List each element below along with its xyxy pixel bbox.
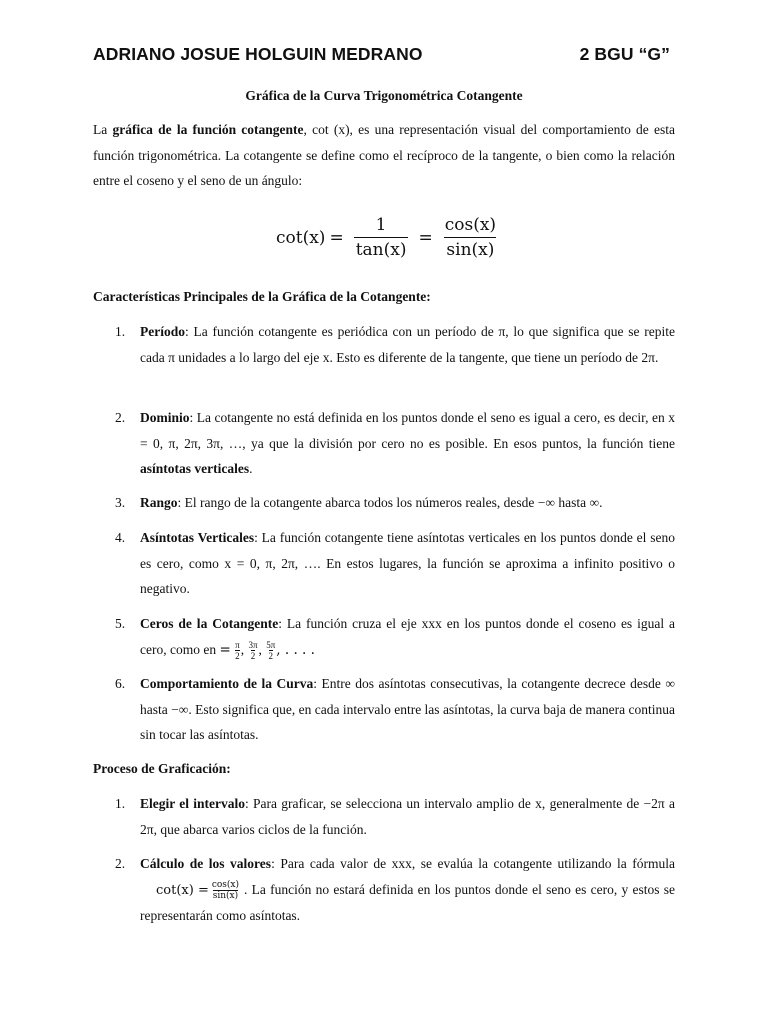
list-item: 5. Ceros de la Cotangente: La función cruza el eje xxx en los puntos donde el coseno es igual a cero, como en = $\frac{\pi}{2}$ , $\frac{3\pi}{2}$ , $\frac{5\pi}{2}$ , . . . . [115, 611, 675, 663]
mini-den: 2 [250, 650, 256, 661]
fraction-2-denominator: sin(x) [444, 237, 496, 260]
inline-fraction [212, 880, 239, 901]
item-text: : El rango de la cotangente abarca todos los números reales, desde −∞ hasta ∞. [177, 495, 603, 510]
course-label: 2 BGU “G” [579, 44, 670, 64]
item-text: : La función cotangente tiene asíntotas verticales en los puntos donde el seno es cero, como x = 0, π, 2π, …. En estos lugares, la función se aproxima a infinito positivo o negativo. [140, 530, 675, 596]
mini-num: 5π [266, 639, 276, 650]
item-number: 2. [115, 856, 126, 871]
item-text: : La función cruza el eje xxx en los puntos donde el coseno es igual a cero, como en [140, 616, 675, 657]
author-name: ADRIANO JOSUE HOLGUIN MEDRANO [93, 44, 423, 64]
zeros-ellipsis: , . . . . [276, 641, 315, 658]
inline-formula-lhs: cot(x) = [156, 882, 209, 898]
item-term: Cálculo de los valores [140, 856, 272, 871]
item-text: : La función cotangente es periódica con un período de π, lo que significa que se repite cada π unidades a lo largo del eje x. Esto es diferente de la tangente, que tiene un período de 2π. [140, 324, 675, 365]
list-item [115, 525, 675, 602]
formula-lhs: cot(x) [276, 227, 326, 248]
fraction-one-over-tan [354, 215, 409, 260]
intro-bold: gráfica de la función cotangente [112, 122, 304, 137]
intro-post: , cot (x), es una representación visual del comportamiento de esta función trigonométrica. La cotangente se define como el recíproco de la tangente, o bien como la relación entre el coseno y el seno de un ángulo: [93, 122, 675, 188]
document-header [93, 44, 670, 65]
item-text: : Entre dos asíntotas consecutivas, la cotangente decrece desde ∞ hasta −∞. Esto significa que, en cada intervalo entre las asíntotas, la curva baja de manera continua sin tocar las asíntotas. [140, 676, 675, 742]
item-number: 4. [115, 530, 126, 545]
item-term: Dominio [140, 410, 190, 425]
item-number: 5. [115, 616, 126, 631]
item-number: 2. [115, 410, 126, 425]
fraction-1-numerator: 1 [375, 215, 387, 235]
list-item [115, 671, 675, 748]
mini-num: π [235, 639, 240, 650]
item-number: 1. [115, 796, 126, 811]
item-number: 3. [115, 495, 126, 510]
item-term: Ceros de la Cotangente [140, 616, 279, 631]
zero-3pi-half [248, 640, 257, 661]
mini-den: sin(x) [212, 890, 239, 901]
intro-pre: La [93, 122, 113, 137]
item-bold-term: asíntotas verticales [140, 461, 250, 476]
item-number: 6. [115, 676, 126, 691]
characteristics-heading: Características Principales de la Gráfica de la Cotangente: [93, 289, 431, 304]
fraction-1-denominator: tan(x) [354, 237, 409, 260]
mini-den: 2 [235, 650, 240, 661]
list-item [115, 405, 675, 482]
cotangent-formula [276, 215, 504, 260]
formula-eq-1: = [329, 227, 344, 248]
item-term: Período [140, 324, 185, 339]
formula-eq-2: = [418, 227, 433, 248]
zero-5pi-half [266, 640, 275, 661]
item-term: Asíntotas Verticales [140, 530, 255, 545]
item-text: : Para graficar, se selecciona un intervalo amplio de x, generalmente de −2π a 2π, que abarca varios ciclos de la función. [140, 796, 675, 837]
zero-pi-half [235, 640, 240, 661]
item-term: Comportamiento de la Curva [140, 676, 314, 691]
item-tail: . La función no estará definida en los puntos donde el seno es cero, y estos se representarán como asíntotas. [140, 881, 675, 924]
item-term: Rango [140, 495, 178, 510]
list-item [115, 791, 675, 842]
fraction-cos-over-sin [443, 215, 498, 260]
item-text: : La cotangente no está definida en los puntos donde el seno es igual a cero, es decir, en x = 0, π, 2π, 3π, …, ya que la división por cero no es posible. En esos puntos, la función tiene [140, 410, 675, 451]
list-item [115, 490, 675, 516]
item-text: : Para cada valor de xxx, se evalúa la cotangente utilizando la fórmula [271, 856, 676, 871]
process-heading: Proceso de Graficación: [93, 761, 231, 776]
item-tail: . [249, 461, 253, 476]
document-title: Gráfica de la Curva Trigonométrica Cotangente [245, 88, 523, 103]
zeros-eq: = [219, 641, 231, 658]
list-item [115, 851, 675, 929]
mini-num: cos(x) [211, 879, 240, 890]
intro-paragraph [93, 117, 675, 194]
list-item [115, 319, 675, 370]
fraction-2-numerator: cos(x) [444, 215, 497, 235]
item-number: 1. [115, 324, 126, 339]
mini-den: 2 [268, 650, 274, 661]
inline-cot-formula [156, 878, 240, 904]
item-term: Elegir el intervalo [140, 796, 246, 811]
mini-num: 3π [248, 639, 258, 650]
